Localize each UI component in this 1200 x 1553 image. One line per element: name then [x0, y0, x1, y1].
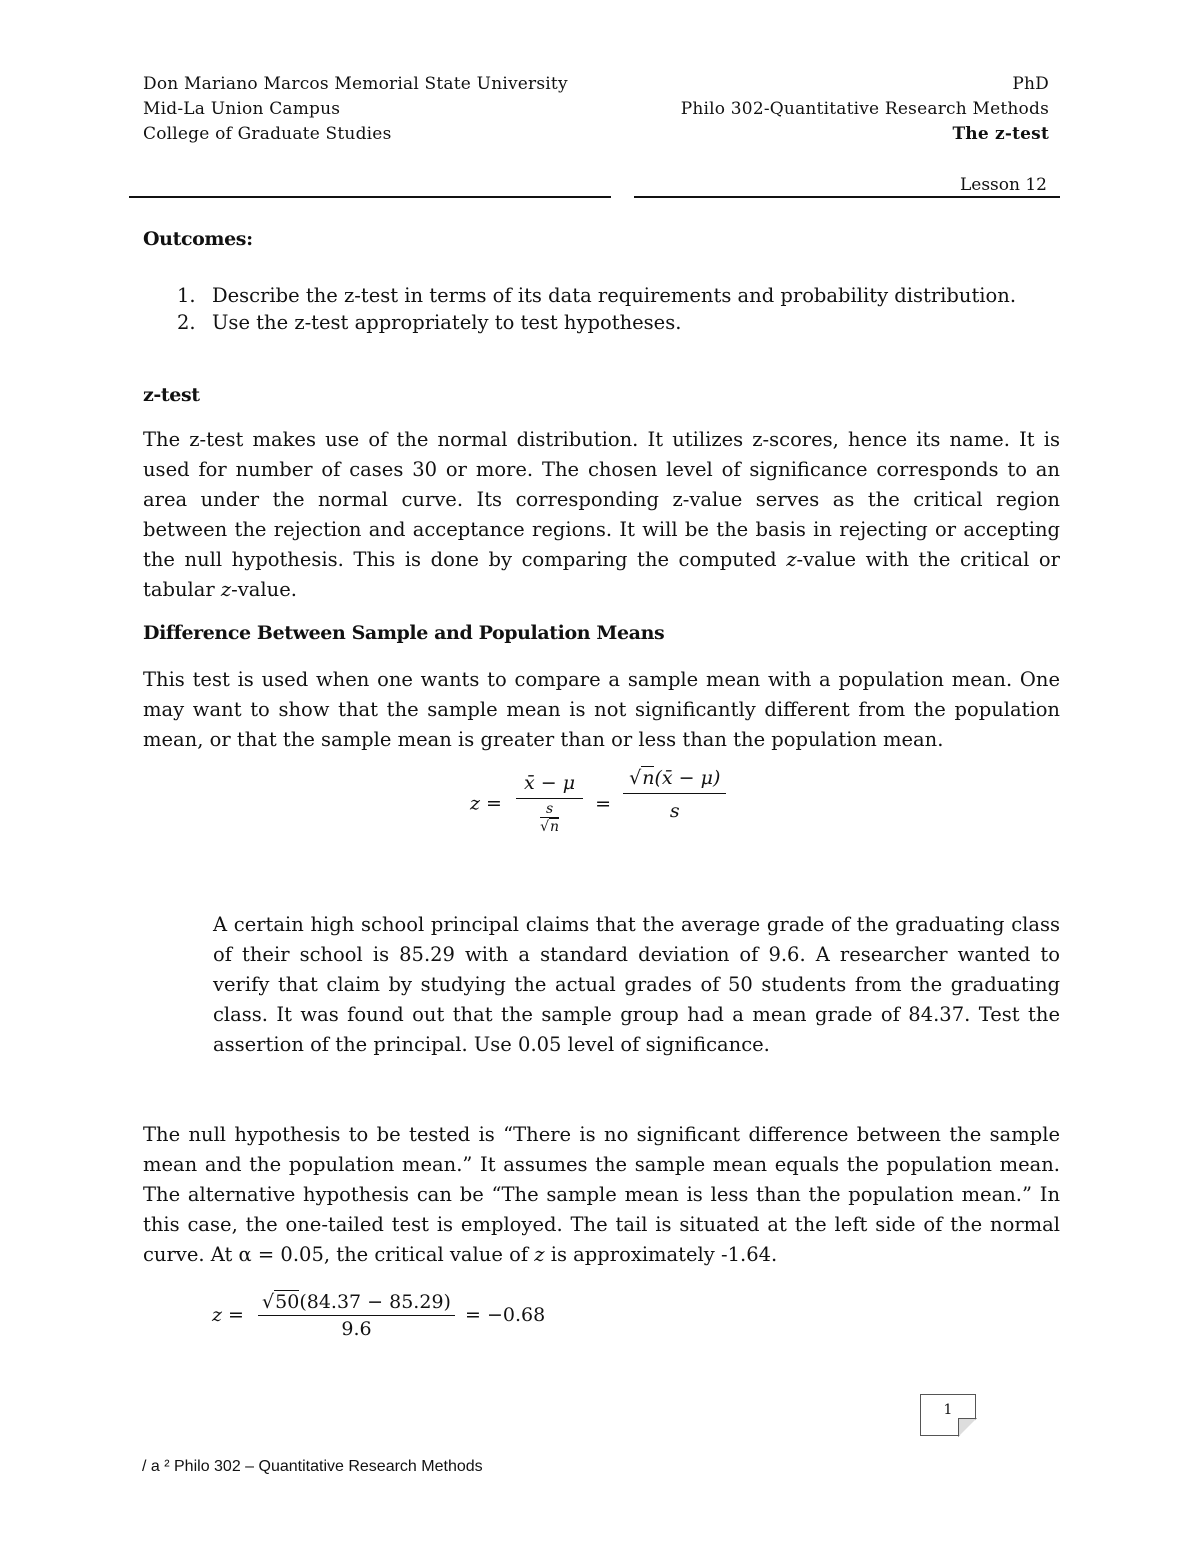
hypothesis-text: The null hypothesis to be tested is “There is no significant difference between the sample mean and the population mean.” It assumes the sample mean equals the population mean. The alternative hypothesis can be “The sample mean is less than the population mean.” In this case, the one-tailed test is employed. The tail is situated at the left side of the normal curve. At α = 0.05, the critical value of [143, 1123, 1060, 1266]
ztest-text-end: -value. [231, 578, 297, 601]
formula-numerator-1: x̄ − μ [516, 772, 583, 799]
difference-paragraph: This test is used when one wants to compare a sample mean with a population mean. One may want to show that the sample mean is not significantly different from the population mean, or that the sample mean is greater than or less than the population mean. [143, 668, 1060, 751]
degree: PhD [1012, 74, 1049, 94]
formula-lhs: z = [470, 792, 502, 815]
course-title: Philo 302-Quantitative Research Methods [680, 99, 1049, 119]
formula-equals: = [595, 792, 612, 815]
calc-fraction [258, 1290, 455, 1340]
topic-title: The z-test [952, 124, 1049, 144]
calc-result: = −0.68 [465, 1304, 546, 1326]
formula-fraction-1 [516, 772, 583, 835]
root-n: n [550, 819, 560, 835]
ztest-text: The z-test makes use of the normal distribution. It utilizes z-scores, hence its name. It is used for number of cases 30 or more. The chosen level of significance corresponds to an area under the normal curve. Its corresponding z-value serves as the critical region between the rejection and acceptance regions. It will be the basis in rejecting or accepting the null hypothesis. This is done by comparing the computed [143, 428, 1060, 571]
list-item [143, 282, 1060, 309]
formula-fraction-2 [623, 766, 726, 822]
ztest-text-mid: -value with the critical or tabular [143, 548, 1060, 601]
formula-num2-rest: (x̄ − μ) [654, 766, 721, 789]
page-number: 1 [943, 1402, 953, 1418]
list-item [143, 309, 1060, 336]
ztest-paragraph [143, 425, 1060, 605]
difference-heading: Difference Between Sample and Population Means [143, 622, 665, 644]
list-text: Use the z-test appropriately to test hypotheses. [212, 311, 682, 334]
z-symbol: z [220, 578, 232, 601]
outcomes-list [143, 282, 1060, 336]
calc-numerator: √50(84.37 − 85.29) [258, 1290, 455, 1316]
ztest-heading: z-test [143, 384, 200, 406]
root-50: 50 [275, 1291, 300, 1313]
calc-lhs: z = [212, 1304, 244, 1326]
hypothesis-paragraph [143, 1120, 1060, 1270]
lesson-number: Lesson 12 [959, 175, 1047, 195]
z-calculation [212, 1290, 545, 1340]
university-name: Don Mariano Marcos Memorial State University [143, 74, 568, 94]
outcomes-heading: Outcomes: [143, 228, 253, 250]
header-rule-left [129, 196, 611, 198]
calc-num-rest: (84.37 − 85.29) [299, 1291, 451, 1313]
list-text: Describe the z-test in terms of its data requirements and probability distribution. [212, 284, 1017, 307]
campus-name: Mid-La Union Campus [143, 99, 341, 119]
small-denominator: √n [540, 819, 560, 835]
page-fold-icon [958, 1418, 977, 1437]
z-symbol: z [786, 548, 797, 571]
example-paragraph: A certain high school principal claims that the average grade of the graduating class of their school is 85.29 with a standard deviation of 9.6. A researcher wanted to verify that claim by studying the actual grades of 50 students from the graduating class. It was found out that the sample group had a mean grade of 84.37. Test the assertion of the principal. Use 0.05 level of significance. [213, 913, 1060, 1056]
small-numerator: s [540, 801, 559, 818]
calc-denominator: 9.6 [341, 1318, 372, 1340]
college-name: College of Graduate Studies [143, 124, 392, 144]
header-left [143, 72, 568, 147]
list-number: 2. [177, 311, 196, 334]
z-formula [470, 766, 726, 835]
hypothesis-text-end: is approximately -1.64. [544, 1243, 778, 1266]
formula-numerator-2: √n(x̄ − μ) [623, 766, 726, 794]
footer: / a ² Philo 302 – Quantitative Research Methods [142, 1458, 483, 1475]
header-right [681, 72, 1049, 147]
header-rule-right [634, 196, 1060, 198]
z-symbol: z [534, 1243, 545, 1266]
formula-denominator-1 [540, 799, 559, 835]
formula-denominator-2: s [669, 799, 680, 822]
list-number: 1. [177, 284, 196, 307]
root-n: n [642, 766, 655, 789]
